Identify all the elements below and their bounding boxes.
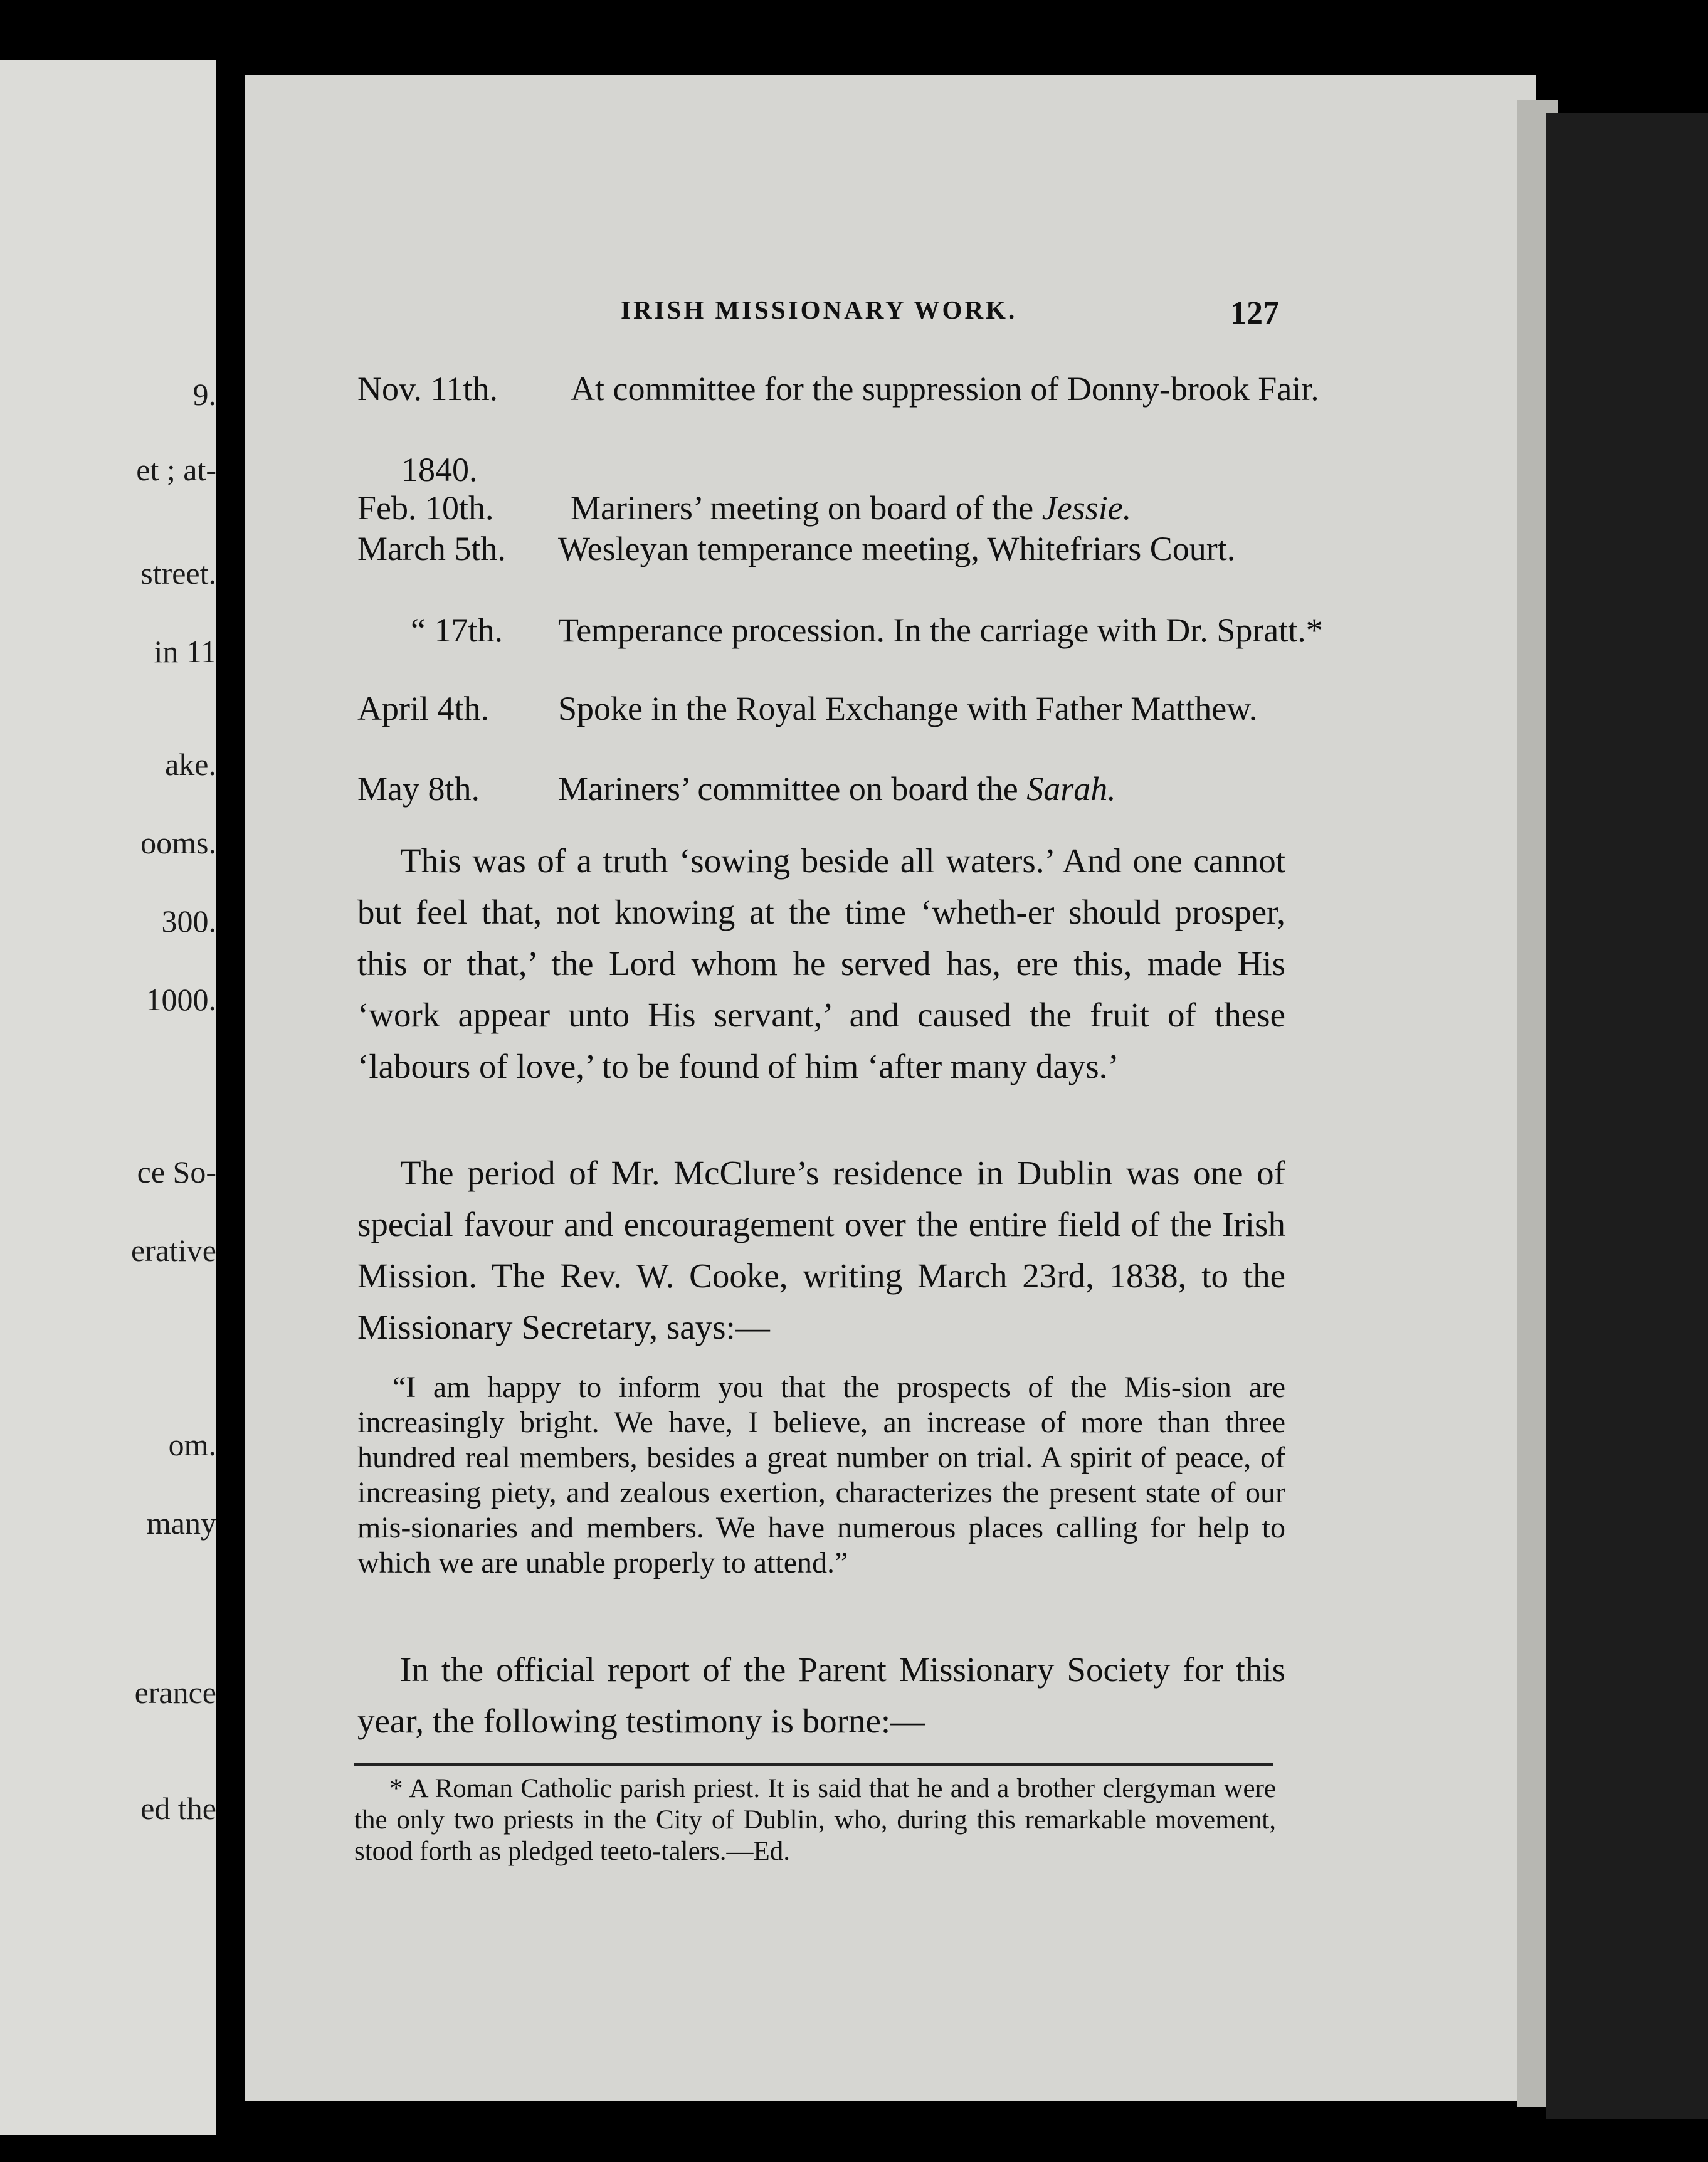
footnote-rule (354, 1763, 1273, 1766)
diary-text (558, 770, 1336, 808)
running-header: IRISH MISSIONARY WORK. (621, 295, 1018, 324)
diary-date: Nov. 11th. (357, 370, 498, 408)
diary-year: 1840. (401, 451, 478, 488)
left-fragment-line: ed the (140, 1791, 216, 1826)
left-fragment-line: erative (130, 1233, 216, 1268)
left-fragment-line: ooms. (140, 825, 216, 860)
diary-text: Temperance procession. In the carriage with Dr. Spratt.* (558, 611, 1323, 649)
body-paragraph: In the official report of the Parent Missionary Society for this year, the following testimony is borne:— (357, 1650, 1285, 1740)
diary-date: “ 17th. (411, 611, 503, 649)
body-paragraph: This was of a truth ‘sowing beside all waters.’ And one cannot but feel that, not knowing at the time ‘wheth-er should prosper, this or that,’ the Lord whom he served has, ere this, made His ‘work appear unto His servant,’ and caused the fruit of these ‘labours of love,’ to be found of him ‘after many days.’ (357, 841, 1285, 1085)
block-quote: “I am happy to inform you that the prospects of the Mis-sion are increasingly bright. We have, I believe, an increase of more than three hundred real members, besides a great number on trial. A spirit of peace, of increasing piety, and zealous exertion, characterizes the present state of our mis-sionaries and members. We have numerous places calling for help to which we are unable properly to attend.” (357, 1371, 1285, 1579)
diary-text: At committee for the suppression of Donny-brook Fair. (571, 370, 1319, 408)
left-fragment-line: many (146, 1505, 216, 1541)
left-fragment-line: 9. (192, 377, 216, 412)
diary-date: April 4th. (357, 690, 489, 727)
diary-text: Spoke in the Royal Exchange with Father Matthew. (558, 690, 1258, 727)
diary-date: Feb. 10th. (357, 489, 494, 527)
left-fragment-line: 1000. (145, 982, 216, 1017)
left-fragment-line: in 11 (154, 634, 216, 669)
left-fragment-line: om. (168, 1427, 216, 1462)
book-cover-edge (1546, 113, 1708, 2119)
diary-text-main: Mariners’ meeting on board of the (571, 489, 1034, 527)
ship-name: Sarah. (1026, 770, 1116, 808)
left-fragment-line: erance (134, 1675, 216, 1710)
left-fragment-line: et ; at- (136, 452, 216, 487)
ship-name: Jessie. (1041, 489, 1132, 527)
body-paragraph: The period of Mr. McClure’s residence in Dublin was one of special favour and encouragement over the entire field of the Irish Mission. The Rev. W. Cooke, writing March 23rd, 1838, to the Missionary Secretary, says:— (357, 1154, 1285, 1346)
left-fragment-line: 300. (161, 904, 216, 939)
page-number: 127 (1230, 295, 1279, 331)
diary-text (571, 489, 1348, 527)
footnote: * A Roman Catholic parish priest. It is said that he and a brother clergyman were the only two priests in the City of Dublin, who, during this remarkable movement, stood forth as pledged teeto-talers.—Ed. (354, 1774, 1276, 1866)
left-fragment-line: ce So- (137, 1154, 216, 1189)
diary-date: May 8th. (357, 770, 480, 808)
left-fragment-line: ake. (165, 747, 216, 782)
left-page-fragment (0, 60, 216, 2135)
diary-date: March 5th. (357, 530, 506, 567)
diary-text: Wesleyan temperance meeting, Whitefriars Court. (558, 530, 1236, 567)
diary-text-main: Mariners’ committee on board the (558, 770, 1018, 808)
left-fragment-line: street. (140, 556, 216, 591)
